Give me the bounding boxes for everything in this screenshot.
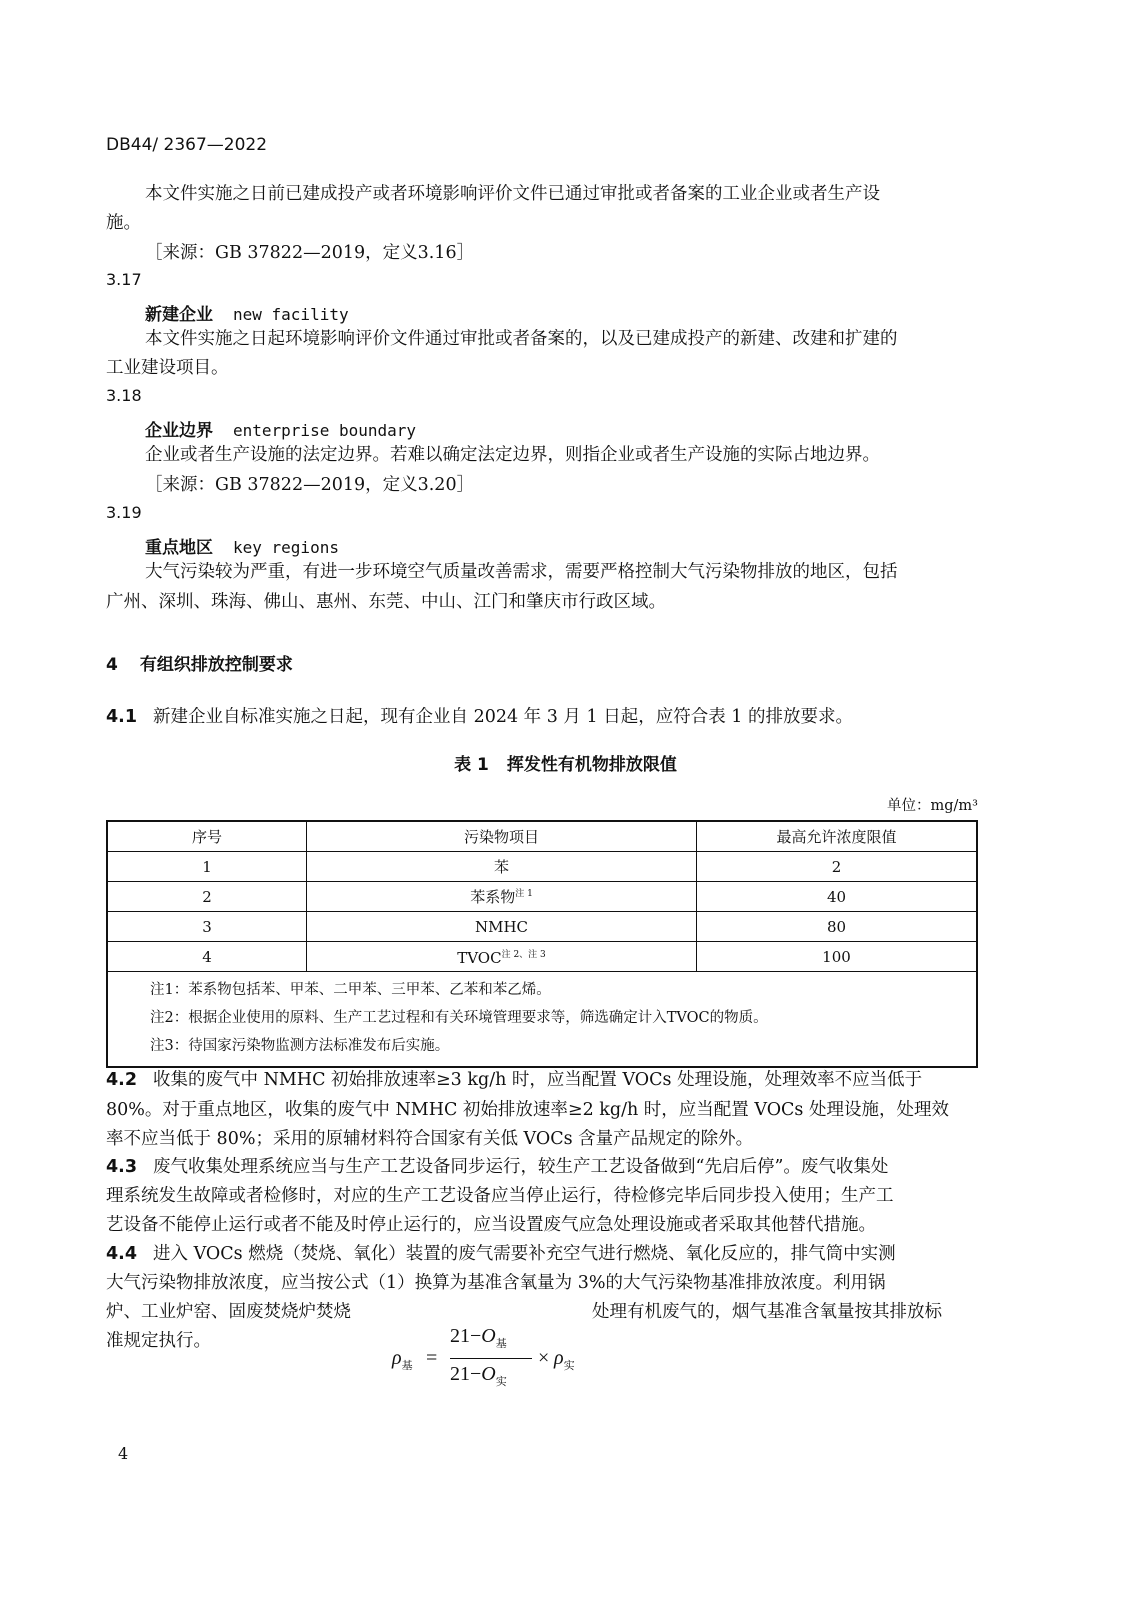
- item-4-3-line1: 4.3 废气收集处理系统应当与生产工艺设备同步运行，较生产工艺设备做到“先启后停”。废气收集处: [106, 1157, 889, 1177]
- cell-serial: 2: [107, 882, 307, 912]
- term-cn: 新建企业: [145, 305, 213, 325]
- item-4-4-line2: 大气污染物排放浓度，应当按公式（1）换算为基准含氧量为 3%的大气污染物基准排放浓度。利用锅: [106, 1273, 886, 1293]
- formula-1: [392, 1325, 592, 1395]
- footnote-ref: 注 2、注 3: [501, 949, 546, 960]
- table-note-2: 注2：根据企业使用的原料、生产工艺过程和有关环境管理要求等，筛选确定计入TVOC的物质。: [150, 1010, 768, 1026]
- cell-limit: 100: [697, 942, 978, 972]
- item-number: 4.4: [106, 1244, 138, 1264]
- item-4-2-line1: 4.2 收集的废气中 NMHC 初始排放速率≥3 kg/h 时，应当配置 VOCs 处理设施，处理效率不应当低于: [106, 1070, 923, 1090]
- table-notes: [107, 972, 977, 1068]
- footnote-ref: 注 1: [515, 889, 533, 899]
- table-row: [107, 852, 977, 882]
- header-pollutant: 污染物项目: [307, 821, 697, 852]
- definition-3-17-line2: 工业建设项目。: [106, 358, 229, 378]
- item-4-2-line3: 率不应当低于 80%；采用的原辅材料符合国家有关低 VOCs 含量产品规定的除外。: [106, 1129, 754, 1149]
- document-code: DB44/ 2367—2022: [106, 135, 268, 155]
- term-en: enterprise boundary: [233, 421, 417, 440]
- cell-serial: 3: [107, 912, 307, 942]
- definition-3-19-line1: 大气污染较为严重，有进一步环境空气质量改善需求，需要严格控制大气污染物排放的地区，包括: [145, 562, 898, 582]
- item-4-4-line4: 准规定执行。: [106, 1331, 211, 1351]
- fraction-bar: [450, 1358, 532, 1359]
- item-4-3-line3: 艺设备不能停止运行或者不能及时停止运行的，应当设置废气应急处理设施或者采取其他替代措施。: [106, 1215, 876, 1235]
- table-title-text: 挥发性有机物排放限值: [506, 755, 677, 775]
- table-header-row: [107, 821, 977, 852]
- table-1-title: [0, 750, 1131, 775]
- cell-limit: 80: [697, 912, 978, 942]
- item-number: 4.3: [106, 1157, 138, 1177]
- term-enterprise-boundary: [145, 416, 416, 441]
- emission-limits-table: [106, 820, 978, 1068]
- term-en: key regions: [233, 538, 339, 557]
- item-4-4-line3a: 炉、工业炉窑、固废焚烧炉焚烧: [106, 1302, 351, 1322]
- clause-number-3-18: 3.18: [106, 386, 142, 405]
- item-4-4-line1: 4.4 进入 VOCs 燃烧（焚烧、氧化）装置的废气需要补充空气进行燃烧、氧化反应的，排气筒中实测: [106, 1244, 896, 1264]
- formula-denominator: $21-O_实$: [450, 1363, 507, 1388]
- formula-rhs: $\rho_实$: [554, 1347, 575, 1372]
- cell-serial: 1: [107, 852, 307, 882]
- formula-numerator: $21-O_基$: [450, 1325, 507, 1350]
- term-key-regions: [145, 533, 339, 558]
- paragraph-existing-line2: 施。: [106, 213, 141, 233]
- table-note-1: 注1：苯系物包括苯、甲苯、二甲苯、三甲苯、乙苯和苯乙烯。: [150, 982, 551, 998]
- source-note-3-16: ［来源：GB 37822—2019，定义3.16］: [145, 243, 475, 263]
- table-label: 表 1: [454, 755, 489, 775]
- cell-limit: 40: [697, 882, 978, 912]
- clause-number-3-19: 3.19: [106, 503, 142, 522]
- item-number: 4.1: [106, 707, 138, 727]
- table-row: [107, 882, 977, 912]
- definition-3-19-line2: 广州、深圳、珠海、佛山、惠州、东莞、中山、江门和肇庆市行政区域。: [106, 592, 666, 612]
- item-4-1: [106, 703, 853, 732]
- formula-lhs: $\rho_基$: [392, 1347, 413, 1372]
- header-serial: 序号: [107, 821, 307, 852]
- cell-pollutant: NMHC: [307, 912, 697, 942]
- cell-pollutant: 苯: [307, 852, 697, 882]
- item-4-3-line2: 理系统发生故障或者检修时，对应的生产工艺设备应当停止运行，待检修完毕后同步投入使用；生产工: [106, 1186, 894, 1206]
- item-4-2-line2: 80%。对于重点地区，收集的废气中 NMHC 初始排放速率≥2 kg/h 时，应当配置 VOCs 处理设施，处理效: [106, 1100, 949, 1120]
- definition-3-18-line1: 企业或者生产设施的法定边界。若难以确定法定边界，则指企业或者生产设施的实际占地边界。: [145, 445, 880, 465]
- formula-equals: =: [426, 1347, 438, 1369]
- term-en: new facility: [233, 305, 349, 324]
- section-4-heading: [106, 650, 293, 675]
- cell-limit: 2: [697, 852, 978, 882]
- header-limit: 最高允许浓度限值: [697, 821, 978, 852]
- page-number: 4: [118, 1444, 129, 1463]
- table-note-3: 注3：待国家污染物监测方法标准发布后实施。: [150, 1038, 450, 1054]
- formula-times: ×: [538, 1347, 550, 1369]
- clause-number-3-17: 3.17: [106, 270, 142, 289]
- item-text: 新建企业自标准实施之日起，现有企业自 2024 年 3 月 1 日起，应符合表 1 的排放要求。: [153, 707, 853, 727]
- definition-3-17-line1: 本文件实施之日起环境影响评价文件通过审批或者备案的，以及已建成投产的新建、改建和扩建的: [145, 329, 898, 349]
- table-row: [107, 942, 977, 972]
- section-number: 4: [106, 655, 118, 675]
- cell-pollutant: 苯系物$^{注 1}$: [307, 882, 697, 912]
- table-unit: 单位：mg/m³: [887, 798, 978, 814]
- table-row: [107, 912, 977, 942]
- item-4-4-line3b: 处理有机废气的，烟气基准含氧量按其排放标: [592, 1302, 942, 1322]
- term-new-facility: [145, 300, 349, 325]
- term-cn: 重点地区: [145, 538, 213, 558]
- item-number: 4.2: [106, 1070, 138, 1090]
- term-cn: 企业边界: [145, 421, 213, 441]
- paragraph-existing-line1: 本文件实施之日前已建成投产或者环境影响评价文件已通过审批或者备案的工业企业或者生产设: [145, 184, 880, 204]
- cell-serial: 4: [107, 942, 307, 972]
- section-title: 有组织排放控制要求: [139, 655, 293, 675]
- source-note-3-20: ［来源：GB 37822—2019，定义3.20］: [145, 475, 475, 495]
- cell-pollutant: $TVOC^{注 2、注 3}$: [307, 942, 697, 972]
- table-notes-row: [107, 972, 977, 1068]
